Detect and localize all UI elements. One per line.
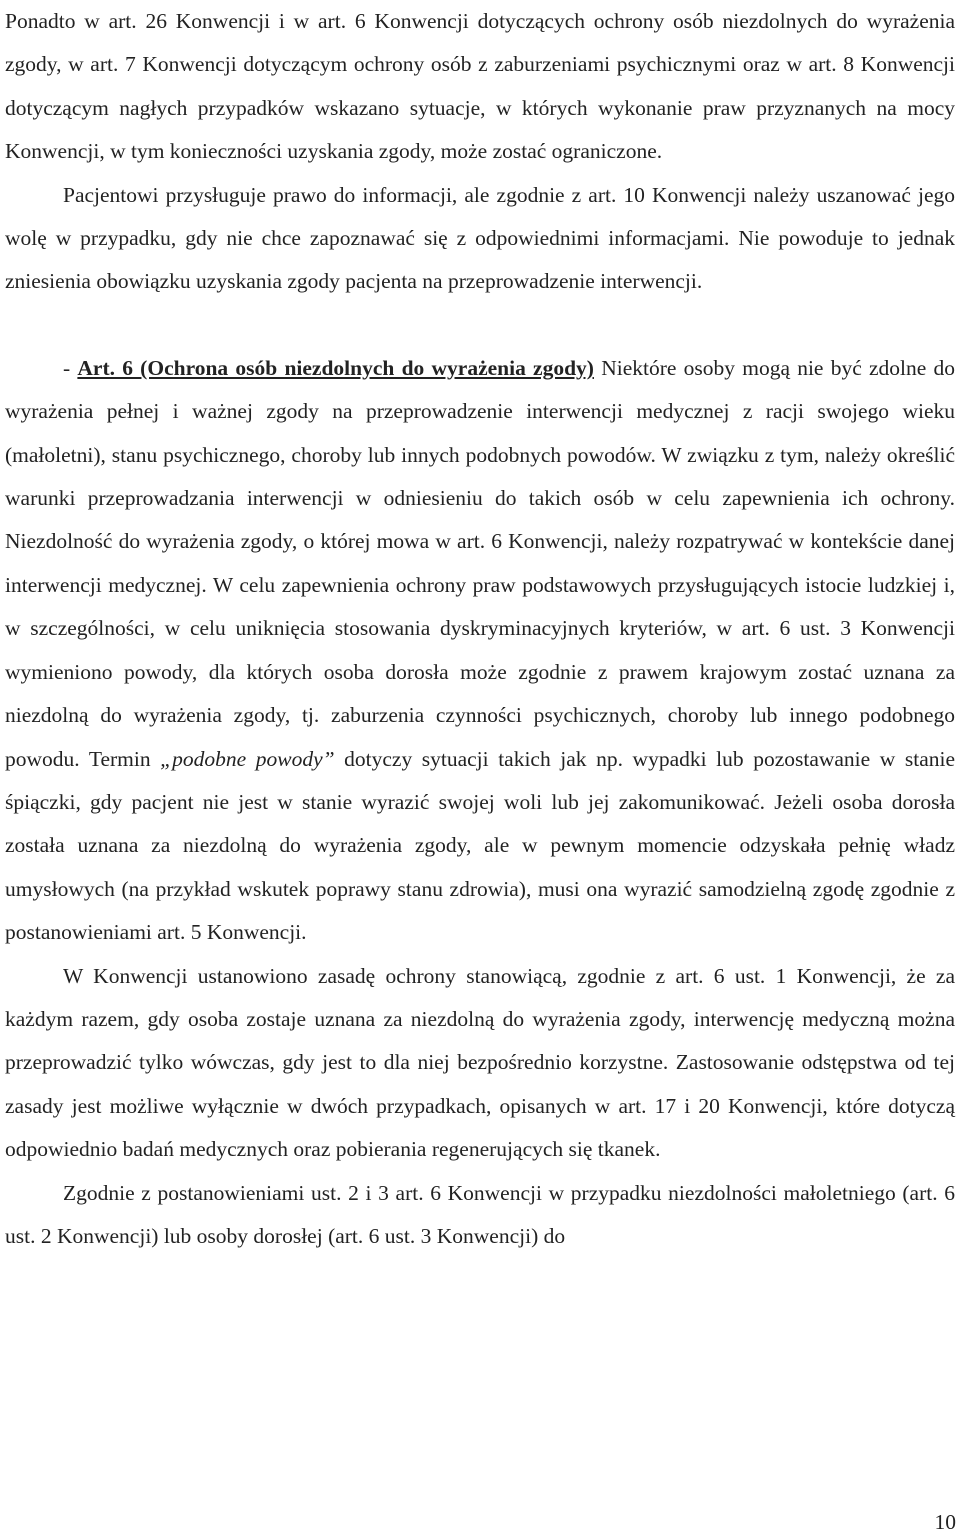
paragraph-1-text: Ponadto w art. 26 Konwencji i w art. 6 Konwencji dotyczących ochrony osób niezdolnych do wyrażenia zgody, w art. 7 Konwencji dotyczącym ochrony osób z zaburzeniami psychicznymi oraz w art. 8 Konwencji dotyczącym nagłych przypadków wskazano sytuacje, w których wykonanie praw przyznanych na mocy Konwencji, w tym konieczności uzyskania zgody, może zostać ograniczone. [5, 9, 955, 164]
paragraph-3-text: Niektóre osoby mogą nie być zdolne do wyrażenia pełnej i ważnej zgody na przeprowadzenie interwencji medycznej z racji swojego wieku (małoletni), stanu psychicznego, choroby lub innych podobnych powodów. W związku z tym, należy określić warunki przeprowadzania interwencji w odniesieniu do takich osób w celu zapewnienia ich ochrony. Niezdolność do wyrażenia zgody, o której mowa w art. 6 Konwencji, należy rozpatrywać w kontekście danej interwencji medycznej. W celu zapewnienia ochrony praw podstawowych przysługujących istocie ludzkiej i, w szczególności, w celu uniknięcia stosowania dyskryminacyjnych kryteriów, w art. 6 ust. 3 Konwencji wymieniono powody, dla których osoba dorosła może zgodnie z prawem krajowym zostać uznana za niezdolną do wyrażenia zgody, tj. zaburzenia czynności psychicznych, choroby lub innego podobnego powodu. Termin [5, 355, 955, 771]
paragraph-1 [5, 0, 955, 174]
paragraph-5-text: Zgodnie z postanowieniami ust. 2 i 3 art. 6 Konwencji w przypadku niezdolności małoletniego (art. 6 ust. 2 Konwencji) lub osoby dorosłej (art. 6 ust. 3 Konwencji) do [5, 1180, 955, 1248]
paragraph-5 [5, 1172, 955, 1259]
paragraph-3-prefix: - [63, 355, 78, 380]
page-number: 10 [934, 1510, 956, 1534]
paragraph-4-text: W Konwencji ustanowiono zasadę ochrony stanowiącą, zgodnie z art. 6 ust. 1 Konwencji, że za każdym razem, gdy osoba zostaje uznana za niezdolną do wyrażenia zgody, interwencję medyczną można przeprowadzić tylko wówczas, gdy jest to dla niej bezpośrednio korzystne. Zastosowanie odstępstwa od tej zasady jest możliwe wyłącznie w dwóch przypadkach, opisanych w art. 17 i 20 Konwencji, które dotyczą odpowiednio badań medycznych oraz pobierania regenerujących się tkanek. [5, 963, 955, 1162]
article-heading: Art. 6 (Ochrona osób niezdolnych do wyrażenia zgody) [77, 355, 594, 380]
paragraph-3-italic-term: „podobne powody” [160, 746, 335, 771]
paragraph-2-text: Pacjentowi przysługuje prawo do informacji, ale zgodnie z art. 10 Konwencji należy uszanować jego wolę w przypadku, gdy nie chce zapoznawać się z odpowiednimi informacjami. Nie powoduje to jednak zniesienia obowiązku uzyskania zgody pacjenta na przeprowadzenie interwencji. [5, 182, 955, 294]
paragraph-3-text-after: dotyczy sytuacji takich jak np. wypadki lub pozostawanie w stanie śpiączki, gdy pacjent nie jest w stanie wyrazić swojej woli lub jej zakomunikować. Jeżeli osoba dorosła została uznana za niezdolną do wyrażenia zgody, ale w pewnym momencie odzyskała pełnię władz umysłowych (na przykład wskutek poprawy stanu zdrowia), musi ona wyrazić samodzielną zgodę zgodnie z postanowieniami art. 5 Konwencji. [5, 746, 955, 945]
paragraph-4 [5, 955, 955, 1172]
document-page [5, 0, 955, 1258]
paragraph-2 [5, 174, 955, 304]
paragraph-3 [5, 347, 955, 955]
